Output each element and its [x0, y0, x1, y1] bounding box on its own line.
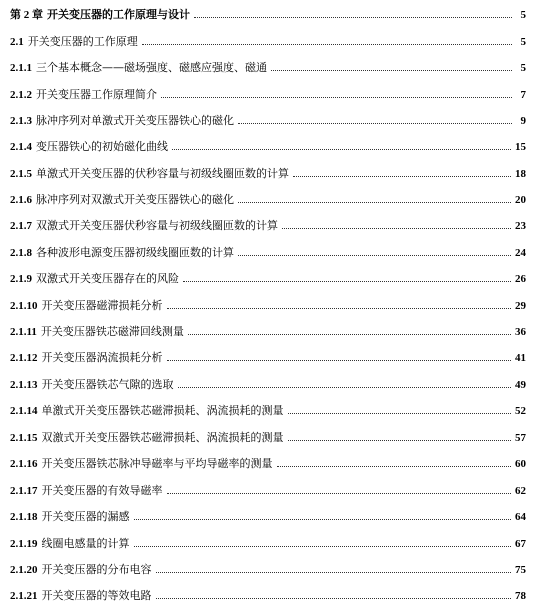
toc-entry[interactable] — [10, 427, 526, 445]
toc-entry[interactable] — [10, 136, 526, 154]
entry-number: 2.1.20 — [10, 564, 38, 576]
entry-number: 2.1.15 — [10, 432, 38, 444]
entry-number: 2.1.13 — [10, 379, 38, 391]
entry-number: 2.1.5 — [10, 168, 32, 180]
toc-entry[interactable] — [10, 559, 526, 577]
entry-page: 64 — [515, 511, 526, 523]
entry-page: 5 — [520, 36, 526, 48]
entry-page: 26 — [515, 273, 526, 285]
toc-entry[interactable] — [10, 57, 526, 75]
entry-number: 2.1.8 — [10, 247, 32, 259]
entry-number: 2.1.21 — [10, 590, 38, 602]
entry-page: 29 — [515, 300, 526, 312]
dot-leader — [142, 43, 512, 45]
entry-number: 2.1.11 — [10, 326, 37, 338]
entry-title: 单激式开关变压器的伏秒容量与初级线圈匝数的计算 — [36, 167, 289, 180]
entry-number: 2.1.19 — [10, 538, 38, 550]
dot-leader — [238, 201, 511, 203]
dot-leader — [238, 122, 512, 124]
entry-number: 2.1.1 — [10, 62, 32, 74]
entry-number: 2.1.14 — [10, 405, 38, 417]
entry-number: 2.1.7 — [10, 220, 32, 232]
entry-page: 49 — [515, 379, 526, 391]
entry-number: 2.1.6 — [10, 194, 32, 206]
toc-entry[interactable] — [10, 400, 526, 418]
entry-page: 52 — [515, 405, 526, 417]
dot-leader — [288, 412, 512, 414]
toc-entry[interactable] — [10, 268, 526, 286]
dot-leader — [188, 333, 511, 335]
toc-entry[interactable] — [10, 374, 526, 392]
entry-number: 2.1.16 — [10, 458, 38, 470]
entry-title: 脉冲序列对双激式开关变压器铁心的磁化 — [36, 193, 234, 206]
entry-page: 15 — [515, 141, 526, 153]
entry-page: 18 — [515, 168, 526, 180]
toc-entry[interactable] — [10, 84, 526, 102]
toc-entry[interactable] — [10, 480, 526, 498]
toc-entry[interactable] — [10, 533, 526, 551]
entry-title: 双激式开关变压器存在的风险 — [36, 272, 179, 285]
dot-leader — [167, 359, 512, 361]
toc-entry[interactable] — [10, 242, 526, 260]
toc-entry[interactable] — [10, 585, 526, 603]
dot-leader — [194, 16, 512, 18]
entry-title: 单激式开关变压器铁芯磁滞损耗、涡流损耗的测量 — [41, 404, 284, 417]
dot-leader — [156, 597, 512, 599]
toc-entry[interactable] — [10, 189, 526, 207]
entry-title: 开关变压器的工作原理与设计 — [47, 8, 190, 21]
entry-title: 双激式开关变压器伏秒容量与初级线圈匝数的计算 — [36, 219, 278, 232]
entry-number: 2.1.4 — [10, 141, 32, 153]
entry-title: 开关变压器铁芯脉冲导磁率与平均导磁率的测量 — [41, 457, 273, 470]
dot-leader — [134, 545, 512, 547]
entry-number: 2.1.3 — [10, 115, 32, 127]
entry-title: 变压器铁心的初始磁化曲线 — [36, 140, 168, 153]
entry-page: 78 — [515, 590, 526, 602]
dot-leader — [178, 386, 512, 388]
dot-leader — [277, 465, 512, 467]
entry-title: 三个基本概念——磁场强度、磁感应强度、磁通 — [36, 61, 267, 74]
toc-entry[interactable] — [10, 110, 526, 128]
entry-page: 41 — [515, 352, 526, 364]
entry-title: 开关变压器的漏感 — [41, 510, 130, 523]
entry-number: 2.1.9 — [10, 273, 32, 285]
dot-leader — [134, 518, 512, 520]
dot-leader — [156, 571, 512, 573]
toc-entry[interactable] — [10, 295, 526, 313]
entry-page: 23 — [515, 220, 526, 232]
entry-page: 57 — [515, 432, 526, 444]
entry-number: 2.1.2 — [10, 89, 32, 101]
dot-leader — [288, 439, 512, 441]
entry-title: 开关变压器磁滞损耗分析 — [41, 299, 163, 312]
dot-leader — [293, 175, 511, 177]
entry-page: 5 — [520, 9, 526, 21]
entry-number: 2.1.18 — [10, 511, 38, 523]
entry-title: 各种波形电源变压器初级线圈匝数的计算 — [36, 246, 234, 259]
entry-title: 开关变压器涡流损耗分析 — [41, 351, 163, 364]
entry-page: 67 — [515, 538, 526, 550]
entry-page: 75 — [515, 564, 526, 576]
toc-entry[interactable] — [10, 506, 526, 524]
entry-page: 20 — [515, 194, 526, 206]
dot-leader — [238, 254, 511, 256]
entry-page: 7 — [520, 89, 526, 101]
entry-title: 开关变压器的分布电容 — [41, 563, 152, 576]
dot-leader — [172, 148, 511, 150]
entry-number: 第 2 章 — [10, 9, 43, 21]
entry-title: 双激式开关变压器铁芯磁滞损耗、涡流损耗的测量 — [41, 431, 284, 444]
entry-page: 24 — [515, 247, 526, 259]
dot-leader — [282, 227, 511, 229]
entry-number: 2.1 — [10, 36, 24, 48]
entry-title: 开关变压器的工作原理 — [27, 35, 138, 48]
entry-number: 2.1.17 — [10, 485, 38, 497]
entry-title: 开关变压器的等效电路 — [41, 589, 152, 602]
entry-page: 5 — [520, 62, 526, 74]
entry-number: 2.1.12 — [10, 352, 38, 364]
dot-leader — [161, 96, 512, 98]
dot-leader — [167, 492, 512, 494]
dot-leader — [167, 307, 512, 309]
entry-page: 36 — [515, 326, 526, 338]
toc-entry[interactable] — [10, 215, 526, 233]
entry-page: 60 — [515, 458, 526, 470]
entry-page: 9 — [520, 115, 526, 127]
toc-entry[interactable] — [10, 31, 526, 49]
dot-leader — [183, 280, 511, 282]
entry-page: 62 — [515, 485, 526, 497]
entry-number: 2.1.10 — [10, 300, 38, 312]
toc-entry[interactable] — [10, 163, 526, 181]
toc-entry[interactable] — [10, 453, 526, 471]
entry-title: 线圈电感量的计算 — [41, 537, 130, 550]
toc-entry[interactable] — [10, 321, 526, 339]
toc-entry-chapter-2[interactable] — [10, 4, 526, 22]
entry-title: 脉冲序列对单激式开关变压器铁心的磁化 — [36, 114, 234, 127]
toc-entry[interactable] — [10, 347, 526, 365]
dot-leader — [271, 69, 512, 71]
entry-title: 开关变压器的有效导磁率 — [41, 484, 163, 497]
entry-title: 开关变压器铁芯气隙的选取 — [41, 378, 174, 391]
entry-title: 开关变压器铁芯磁滞回线测量 — [40, 325, 184, 338]
entry-title: 开关变压器工作原理简介 — [36, 88, 157, 101]
